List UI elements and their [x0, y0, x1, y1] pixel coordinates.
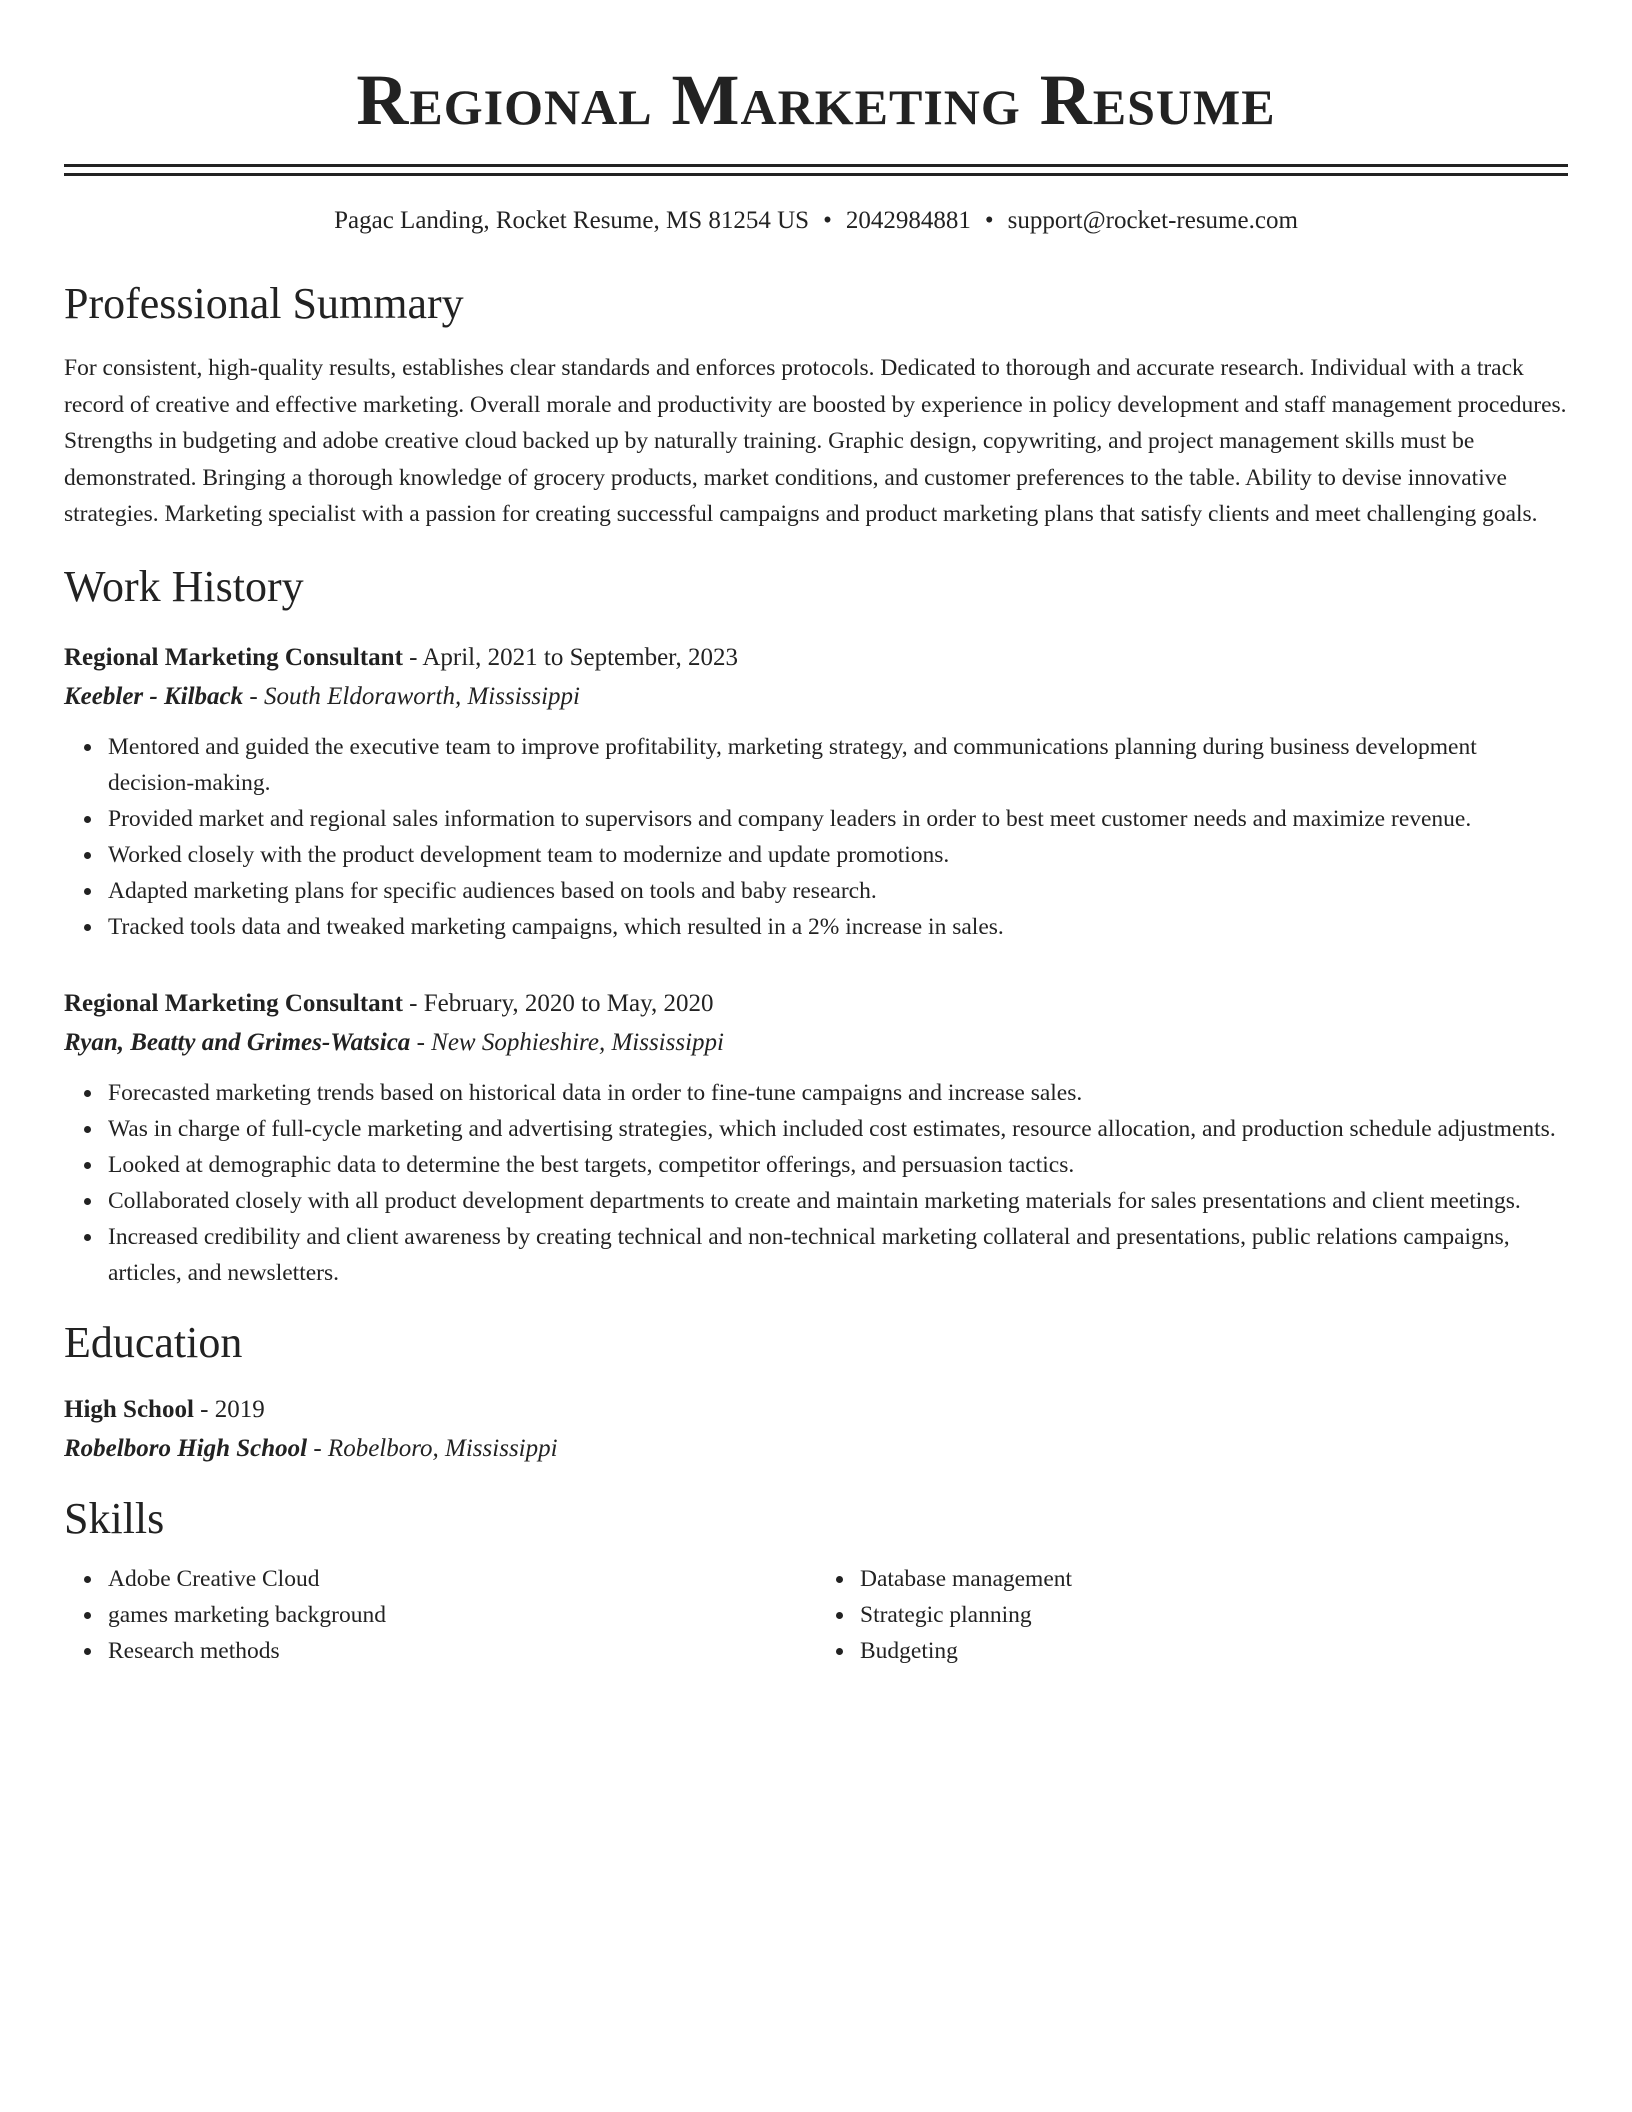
- education-entry: [64, 1391, 1568, 1469]
- education-school-line: [64, 1429, 1568, 1469]
- job-title-line: [64, 985, 1568, 1023]
- skills-column-right: [816, 1561, 1568, 1669]
- job-company-line: [64, 677, 1568, 717]
- resume-title: Regional Marketing Resume: [356, 60, 1276, 140]
- dash: -: [243, 682, 264, 710]
- job-entry: [64, 639, 1568, 945]
- education-degree: High School: [64, 1395, 194, 1423]
- education-school: Robelboro High School: [64, 1434, 308, 1462]
- list-item: Budgeting: [860, 1633, 1568, 1669]
- education-year: 2019: [214, 1395, 265, 1423]
- job-location: South Eldoraworth, Mississippi: [263, 682, 580, 710]
- job-company: Ryan, Beatty and Grimes-Watsica: [64, 1028, 411, 1056]
- contact-email: support@rocket-resume.com: [1007, 207, 1298, 234]
- list-item: Research methods: [108, 1633, 816, 1669]
- list-item: Database management: [860, 1561, 1568, 1597]
- skills-column-left: [64, 1561, 816, 1669]
- list-item: games marketing background: [108, 1597, 816, 1633]
- job-bullets: [64, 729, 1568, 945]
- list-item: Was in charge of full-cycle marketing and advertising strategies, which included cost estimates, resource allocation, and production schedule adjustments.: [108, 1111, 1568, 1147]
- skills-grid: [64, 1561, 1568, 1669]
- job-company-line: [64, 1023, 1568, 1063]
- job-location: New Sophieshire, Mississippi: [431, 1028, 724, 1056]
- summary-heading: Professional Summary: [64, 279, 464, 328]
- job-dates: April, 2021 to September, 2023: [422, 643, 738, 671]
- list-item: Increased credibility and client awareness by creating technical and non-technical marketing collateral and presentations, public relations campaigns, articles, and newsletters.: [108, 1219, 1568, 1291]
- list-item: Mentored and guided the executive team to improve profitability, marketing strategy, and communications planning during business development decision-making.: [108, 729, 1568, 801]
- education-degree-line: [64, 1391, 1568, 1429]
- list-item: Forecasted marketing trends based on historical data in order to fine-tune campaigns and increase sales.: [108, 1075, 1568, 1111]
- contact-separator: •: [984, 207, 994, 234]
- contact-address: Pagac Landing, Rocket Resume, MS 81254 US: [334, 207, 810, 234]
- title-divider: [64, 164, 1568, 176]
- dash: -: [402, 989, 424, 1017]
- list-item: Adobe Creative Cloud: [108, 1561, 816, 1597]
- work-history-heading: Work History: [64, 561, 304, 611]
- skills-heading: Skills: [64, 1493, 165, 1543]
- dash: -: [193, 1395, 215, 1423]
- divider-line-bottom: [64, 173, 1568, 176]
- education-location: Robelboro, Mississippi: [327, 1434, 558, 1462]
- contact-line: [64, 204, 1568, 238]
- list-item: Adapted marketing plans for specific audiences based on tools and baby research.: [108, 873, 1568, 909]
- job-bullets: [64, 1075, 1568, 1291]
- job-entry: [64, 985, 1568, 1291]
- list-item: Worked closely with the product development team to modernize and update promotions.: [108, 837, 1568, 873]
- dash: -: [410, 1028, 432, 1056]
- job-title: Regional Marketing Consultant: [64, 989, 403, 1017]
- list-item: Looked at demographic data to determine the best targets, competitor offerings, and persuasion tactics.: [108, 1147, 1568, 1183]
- education-heading: Education: [64, 1317, 243, 1367]
- job-company: Keebler - Kilback: [64, 682, 244, 710]
- dash: -: [402, 643, 423, 671]
- summary-text: For consistent, high-quality results, establishes clear standards and enforces protocols. Dedicated to thorough and accurate research. Individual with a track record of creative and effective marketing. Overall morale and productivity are boosted by experience in policy development and staff management procedures. Strengths in budgeting and adobe creative cloud backed up by naturally training. Graphic design, copywriting, and project management skills must be demonstrated. Bringing a thorough knowledge of grocery products, market conditions, and customer preferences to the table. Ability to devise innovative strategies. Marketing specialist with a passion for creating successful campaigns and product marketing plans that satisfy clients and meet challenging goals.: [64, 355, 1567, 527]
- divider-line-top: [64, 164, 1568, 167]
- job-title: Regional Marketing Consultant: [64, 643, 403, 671]
- job-title-line: [64, 639, 1568, 677]
- list-item: Strategic planning: [860, 1597, 1568, 1633]
- list-item: Tracked tools data and tweaked marketing campaigns, which resulted in a 2% increase in sales.: [108, 909, 1568, 945]
- job-dates: February, 2020 to May, 2020: [423, 989, 714, 1017]
- contact-separator: •: [823, 207, 832, 234]
- contact-phone: 2042984881: [845, 207, 971, 234]
- dash: -: [307, 1434, 328, 1462]
- list-item: Collaborated closely with all product development departments to create and maintain marketing materials for sales presentations and client meetings.: [108, 1183, 1568, 1219]
- list-item: Provided market and regional sales information to supervisors and company leaders in order to best meet customer needs and maximize revenue.: [108, 801, 1568, 837]
